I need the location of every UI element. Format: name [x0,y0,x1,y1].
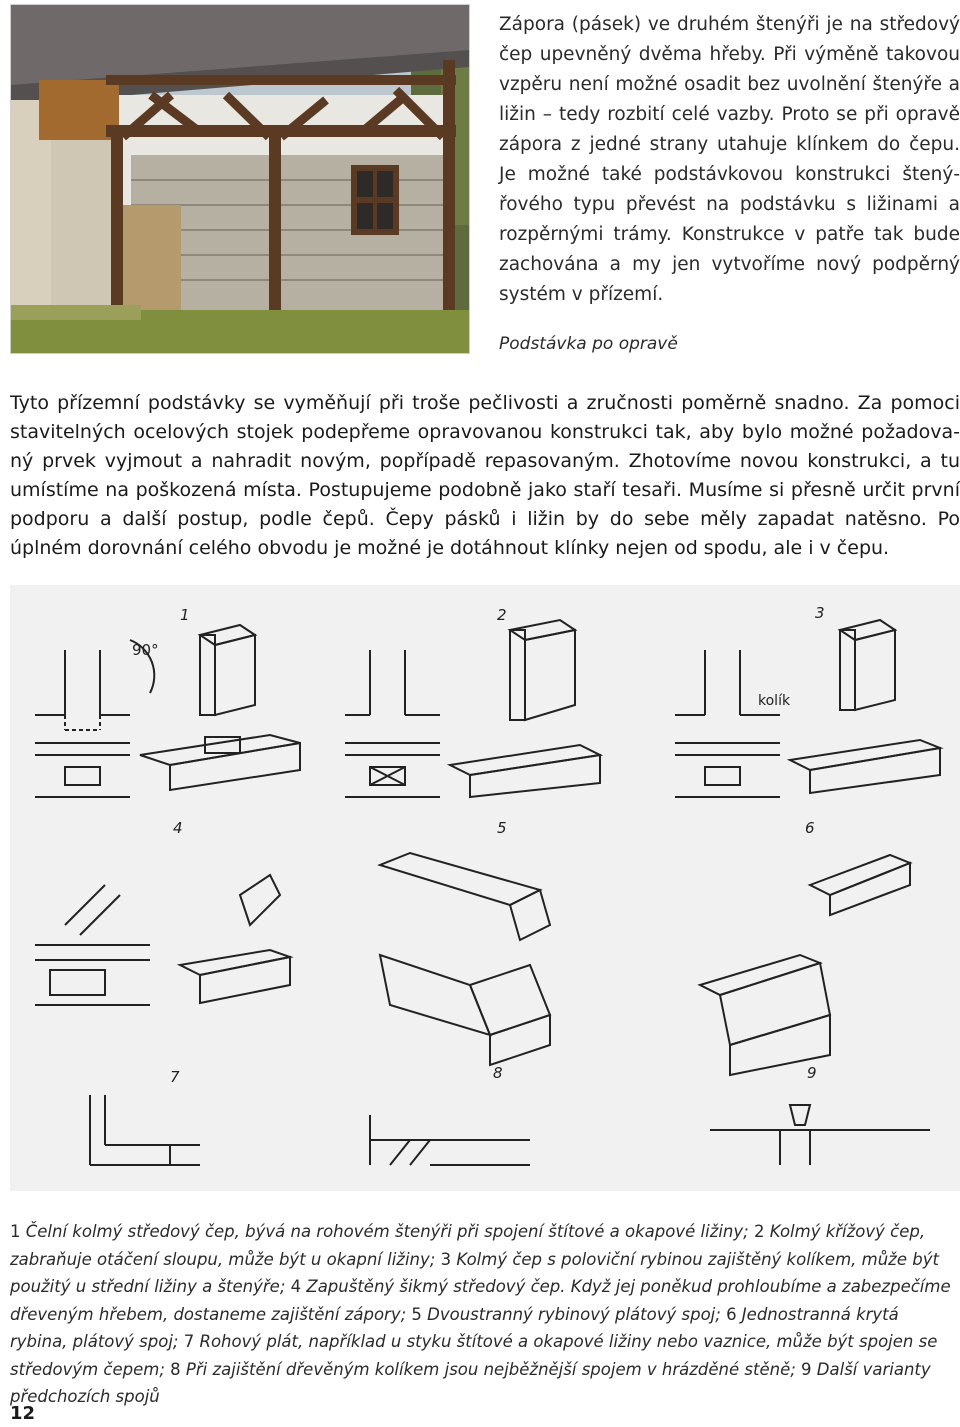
caption-item-7: 7 Rohový plát, například u styku štítové a okapové ližiny nebo vaznice, může být spojen se středovým čepem; [10,1332,938,1379]
caption-item-1: 1 Čelní kolmý středový čep, bývá na rohovém štenýři při spojení štítové a okapové ližiny; [10,1222,754,1241]
caption-item-5: 5 Dvoustranný rybinový plátový spoj; [411,1304,727,1324]
caption-item-9: 9 Další varianty předchozích spojů [10,1359,931,1406]
figure-label-7: 7 [170,1068,180,1086]
caption-item-3: 3 Kolmý čep s poloviční rybinou zajištěný kolíkem, může být použitý u střední ližiny a štenýře; [10,1249,939,1296]
pin-label: kolík [758,693,791,709]
figure-label-1: 1 [180,606,190,624]
joint-drawing-1 [35,625,300,797]
caption-item-6: 6 Jednostranná krytá rybina, plátový spoj; [10,1304,899,1351]
joint-drawing-7 [90,1095,200,1165]
photo-caption: Podstávka po opravě [499,334,678,354]
joint-drawing-5 [380,853,550,1065]
joint-drawing-6 [700,855,910,1075]
figure-label-3: 3 [815,604,825,622]
caption-item-2: 2 Kolmý křížový čep, zabraňuje otáčení sloupu, může být u okapní ližiny; [10,1222,926,1269]
figure-label-6: 6 [805,819,815,837]
figure-label-4: 4 [173,819,183,837]
house-photo [10,4,470,354]
caption-item-8: 8 Při zajištění dřevěným kolíkem jsou nejběžnější spojem v hrázděné stěně; [170,1359,802,1379]
joint-drawing-9 [710,1105,930,1165]
figure-label-9: 9 [807,1064,817,1082]
figure-label-2: 2 [497,606,507,624]
top-paragraph: Zápora (pásek) ve druhém štenýři je na středový čep upevněný dvěma hřeby. Při výměně takovou vzpěru není možné osadit bez uvolnění štenýře a ližin – tedy rozbití celé vazby. Proto se při opravě zápora z jedné strany utahuje klínkem do čepu. Je možné také podstávkovou konstrukci štenýřového typu převést na podstávku s ližinami a rozpěrnými trámy. Konstrukce v patře tak bude zachována a my jen vytvoříme nový podpěrný systém v přízemí. [499,14,960,305]
caption-item-4: 4 Zapuštěný šikmý středový čep. Když jej poněkud prohloubíme a zabezpečíme dřeveným hřebem, dostaneme zajištění zápory; [10,1277,951,1324]
page-number: 12 [10,1403,36,1424]
angle-label: 90° [132,641,159,659]
figure-label-8: 8 [493,1064,503,1082]
figure-label-5: 5 [497,819,507,837]
joint-drawing-3 [675,620,940,797]
joinery-figure [10,585,960,1191]
body-paragraph: Tyto přízemní podstávky se vyměňují při troše pečlivosti a zručnosti poměrně snadno. Za pomoci stavitelných ocelových stojek podepřeme opravovanou konstrukci tak, aby bylo možné požadovaný prvek vyjmout a nahradit novým, popřípadě repasovaným. Zhotovíme novou konstrukci, a tu umístíme na poškozená místa. Postupujeme podobně jako staří tesaři. Musíme si přesně určit první podporu a další postup, podle čepů. Čepy pásků i ližin by do sebe měly zapadat natěsno. Po úplném dorovnání celého obvodu je možné je dotáhnout klínky nejen od spodu, ale i v čepu. [10,392,960,559]
figure-caption [10,1218,960,1411]
joint-drawing-2 [345,620,600,797]
joint-drawing-4 [35,875,290,1005]
joint-drawing-8 [370,1115,530,1165]
